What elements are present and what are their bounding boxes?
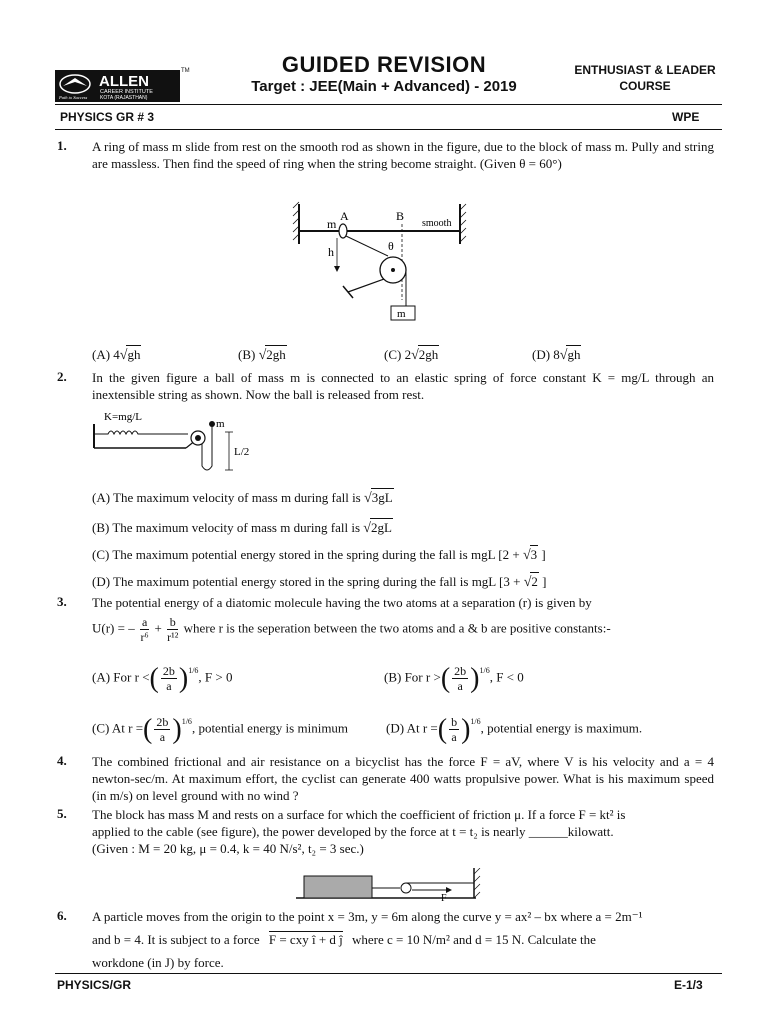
q1-fig-point-b: B xyxy=(396,209,405,223)
q3-option-b: (B) For r >( $\frac{2b}{a}$ )$^{1/6}$, F < 0 xyxy=(384,663,524,694)
q1-option-b: (B) √2gh xyxy=(238,347,286,363)
footer-subject: PHYSICS/GR xyxy=(57,978,132,992)
page-number: E-1/3 xyxy=(674,978,703,992)
q6-line-2: and b = 4. It is subject to a force F = cxy î + d ĵ where c = 10 N/m² and d = 15 N. Calculate the xyxy=(92,932,596,947)
q1-fig-block: m xyxy=(397,308,406,320)
course-line-2: COURSE xyxy=(619,79,671,93)
q5-fig-force-label: F xyxy=(441,893,447,902)
allen-logo xyxy=(55,70,180,102)
sheet-code: WPE xyxy=(672,110,700,124)
course-line-1: ENTHUSIAST & LEADER xyxy=(574,63,716,77)
q6-force-vector: F = cxy î + d ĵ xyxy=(268,932,343,947)
q1-option-c: (C) 2√2gh xyxy=(384,347,439,363)
q3-option-c: (C) At r =( $\frac{2b}{a}$ )$^{1/6}$, potential energy is minimum xyxy=(92,714,349,745)
logo-tagline: Path to Success xyxy=(59,95,88,100)
q5-number: 5. xyxy=(57,806,67,821)
q1-option-a: (A) 4√gh xyxy=(92,347,141,363)
q1-fig-theta: θ xyxy=(388,239,394,253)
header-rule xyxy=(55,104,722,105)
footer-rule xyxy=(55,973,722,974)
q1-fig-smooth: smooth xyxy=(422,218,452,229)
q4-number: 4. xyxy=(57,753,67,768)
q3-option-a: (A) For r <( $\frac{2b}{a}$ )$^{1/6}$, F > 0 xyxy=(92,663,233,694)
q4-text: The combined frictional and air resistance on a bicyclist has the force F = aV, where V is his velocity and a = 4 newton-sec/m. At maximum effort, the cyclist can generate 400 watts propulsive power. What is his maximum speed (in m/s) on level ground with no wind ? xyxy=(92,754,714,803)
q3-text: The potential energy of a diatomic molecule having the two atoms at a separation (r) is given by xyxy=(92,595,592,610)
target-line: Target : JEE(Main + Advanced) - 2019 xyxy=(251,78,517,95)
page-title: GUIDED REVISION xyxy=(281,52,487,77)
q6-line-1: A particle moves from the origin to the point x = 3m, y = 6m along the curve y = ax² – bx where a = 2m⁻¹ xyxy=(92,909,643,924)
q6-line-3: workdone (in J) by force. xyxy=(92,955,224,970)
q5-figure xyxy=(296,868,486,902)
q1-text: A ring of mass m slide from rest on the smooth rod as shown in the figure, due to the block of mass m. Pully and string are massless. Then find the speed of ring when the string become straight. (Given θ = 60°) xyxy=(92,139,714,171)
q1-fig-mass-label: m xyxy=(327,217,337,231)
q1-number: 1. xyxy=(57,138,67,153)
q2-option-c: (C) The maximum potential energy stored in the spring during the fall is mgL [2 + √3 ] xyxy=(92,547,546,563)
logo-subtitle: CAREER INSTITUTE xyxy=(100,89,153,95)
q1-fig-point-a: A xyxy=(340,209,349,223)
q2-option-b: (B) The maximum velocity of mass m during fall is √2gL xyxy=(92,520,392,536)
logo-subtitle-2: KOTA (RAJASTHAN) xyxy=(100,95,148,101)
q2-figure xyxy=(90,408,260,478)
q5-line-3: (Given : M = 20 kg, μ = 0.4, k = 40 N/s², t₂ = 3 sec.) xyxy=(92,841,364,856)
q1-figure xyxy=(290,200,470,330)
q5-line-1: The block has mass M and rests on a surface for which the coefficient of friction μ. If a force F = kt² is xyxy=(92,807,626,822)
q5-line-2: applied to the cable (see figure), the power developed by the force at t = t₂ is nearly ______kilowatt. xyxy=(92,824,614,839)
q3-formula-line: U(r) = – $\frac{a}{\text{r⁶}}$ + $\frac{b}{\text{r¹²}}$ where r is the seperation between the two atoms and a & b are positive constants:- xyxy=(92,615,611,644)
trademark: TM xyxy=(181,68,190,74)
q2-option-a: (A) The maximum velocity of mass m during fall is √3gL xyxy=(92,490,393,506)
q3-number: 3. xyxy=(57,594,67,609)
q2-text: In the given figure a ball of mass m is connected to an elastic spring of force constant K = mg/L through an inextensible string as shown. Now the ball is released from rest. xyxy=(92,370,714,402)
q3-frac-b: $\frac{b}{\text{r¹²}}$ xyxy=(167,615,179,644)
q1-fig-h: h xyxy=(328,245,334,259)
q3-option-d: (D) At r =( $\frac{b}{a}$ )$^{1/6}$, potential energy is maximum. xyxy=(386,714,643,745)
q2-number: 2. xyxy=(57,369,67,384)
q1-option-d: (D) 8√gh xyxy=(532,347,581,363)
logo-text: ALLEN xyxy=(99,73,149,90)
q2-fig-spring-label: K=mg/L xyxy=(104,411,142,423)
q2-fig-mass-label: m xyxy=(216,418,225,430)
q5-text xyxy=(92,806,714,857)
q3-frac-a: $\frac{a}{\text{r⁶}}$ xyxy=(140,615,149,644)
subheader-rule xyxy=(55,129,722,130)
course-label xyxy=(570,62,720,94)
q6-number: 6. xyxy=(57,908,67,923)
q2-fig-length-label: L/2 xyxy=(234,446,250,458)
q2-option-d: (D) The maximum potential energy stored in the spring during the fall is mgL [3 + √2 ] xyxy=(92,574,547,590)
subject-label: PHYSICS GR # 3 xyxy=(60,110,155,124)
